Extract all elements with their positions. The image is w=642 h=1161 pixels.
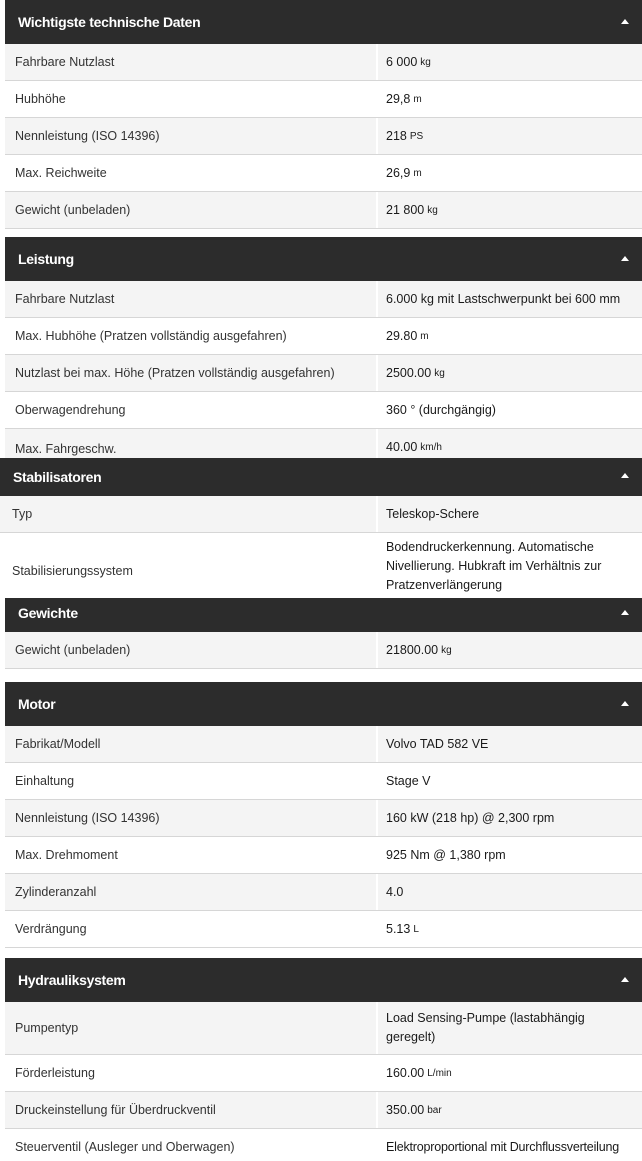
spec-row — [5, 1002, 642, 1055]
spec-label: Max. Drehmoment — [5, 837, 378, 873]
section-title: Leistung — [18, 251, 74, 267]
spec-row — [5, 318, 642, 355]
spec-label: Typ — [0, 496, 378, 532]
section-title: Hydrauliksystem — [18, 972, 126, 988]
section-title: Stabilisatoren — [13, 469, 102, 485]
collapse-caret-icon[interactable] — [621, 19, 629, 24]
spec-value: Bodendruckerkennung. Automatische Nivellierung. Hubkraft im Verhältnis zur Pratzenverlängerung — [386, 540, 602, 592]
spec-value: 350.00 bar — [386, 1102, 442, 1117]
spec-label: Fahrbare Nutzlast — [5, 281, 378, 317]
section-stabilizers — [0, 458, 642, 598]
spec-label: Gewicht (unbeladen) — [5, 632, 378, 668]
spec-label: Nutzlast bei max. Höhe (Pratzen vollständig ausgefahren) — [5, 355, 378, 391]
spec-label: Steuerventil (Ausleger und Oberwagen) — [5, 1129, 378, 1161]
spec-value: 160 kW (218 hp) @ 2,300 rpm — [386, 810, 555, 825]
spec-value: 925 Nm @ 1,380 rpm — [386, 847, 506, 862]
section-header[interactable] — [0, 458, 642, 496]
section-header[interactable] — [5, 598, 642, 632]
spec-value: Load Sensing-Pumpe (lastabhängig geregelt) — [386, 1011, 585, 1044]
spec-label: Hubhöhe — [5, 81, 378, 117]
spec-value: 4.0 — [386, 884, 404, 899]
spec-label: Max. Hubhöhe (Pratzen vollständig ausgefahren) — [5, 318, 378, 354]
spec-value: 2500.00 kg — [386, 365, 445, 380]
spec-row — [5, 81, 642, 118]
section-header[interactable] — [5, 237, 642, 281]
spec-value: 21800.00 kg — [386, 642, 452, 657]
spec-value: 360 ° (durchgängig) — [386, 402, 496, 417]
spec-row — [5, 1129, 642, 1161]
spec-row — [5, 874, 642, 911]
spec-row — [5, 155, 642, 192]
spec-row — [5, 44, 642, 81]
spec-label: Förderleistung — [5, 1055, 378, 1091]
spec-value: 21 800 kg — [386, 202, 438, 217]
collapse-caret-icon[interactable] — [621, 256, 629, 261]
spec-label: Zylinderanzahl — [5, 874, 378, 910]
section-header[interactable] — [5, 958, 642, 1002]
spec-label: Pumpentyp — [5, 1002, 378, 1054]
spec-label: Verdrängung — [5, 911, 378, 947]
spec-label: Max. Fahrgeschw. — [5, 429, 378, 458]
collapse-caret-icon[interactable] — [621, 977, 629, 982]
spec-value: 29,8 m — [386, 91, 422, 106]
spec-label: Nennleistung (ISO 14396) — [5, 118, 378, 154]
spec-row — [5, 763, 642, 800]
spec-label: Oberwagendrehung — [5, 392, 378, 428]
spec-row — [0, 496, 642, 533]
collapse-caret-icon[interactable] — [621, 473, 629, 478]
spec-value: Stage V — [386, 773, 431, 788]
spec-row — [5, 429, 642, 458]
spec-label: Max. Reichweite — [5, 155, 378, 191]
spec-row — [5, 392, 642, 429]
spec-value: 29.80 m — [386, 328, 429, 343]
spec-value: 5.13 L — [386, 921, 419, 936]
spec-value: 6 000 kg — [386, 54, 431, 69]
spec-value: 26,9 m — [386, 165, 422, 180]
spec-label: Fabrikat/Modell — [5, 726, 378, 762]
spec-row — [5, 355, 642, 392]
spec-row — [5, 837, 642, 874]
section-weights — [5, 598, 642, 669]
spec-row — [5, 632, 642, 669]
spec-value: Elektroproportional mit Durchflussverteilung — [386, 1139, 619, 1154]
section-title: Gewichte — [18, 605, 78, 621]
spec-row — [5, 726, 642, 763]
spec-value: 218 PS — [386, 128, 424, 143]
spec-label: Fahrbare Nutzlast — [5, 44, 378, 80]
spec-row — [5, 192, 642, 229]
spec-label: Druckeinstellung für Überdruckventil — [5, 1092, 378, 1128]
spec-row — [5, 281, 642, 318]
spec-value: 40.00 km/h — [386, 440, 442, 454]
spec-label: Einhaltung — [5, 763, 378, 799]
spec-row — [5, 911, 642, 948]
spec-row — [0, 533, 642, 598]
collapse-caret-icon[interactable] — [621, 701, 629, 706]
section-engine — [5, 682, 642, 948]
section-title: Wichtigste technische Daten — [18, 14, 201, 30]
spec-label: Nennleistung (ISO 14396) — [5, 800, 378, 836]
spec-value: Teleskop-Schere — [386, 506, 480, 521]
spec-row — [5, 1092, 642, 1129]
spec-row — [5, 800, 642, 837]
section-performance — [5, 237, 642, 458]
spec-row — [5, 1055, 642, 1092]
spec-value: Volvo TAD 582 VE — [386, 736, 489, 751]
spec-label: Stabilisierungssystem — [0, 533, 378, 598]
section-header[interactable] — [5, 0, 642, 44]
spec-label: Gewicht (unbeladen) — [5, 192, 378, 228]
section-key-specs — [5, 0, 642, 229]
section-header[interactable] — [5, 682, 642, 726]
section-title: Motor — [18, 696, 56, 712]
spec-row — [5, 118, 642, 155]
spec-value: 6.000 kg mit Lastschwerpunkt bei 600 mm — [386, 291, 621, 306]
section-hydraulics — [5, 958, 642, 1161]
spec-value: 160.00 L/min — [386, 1065, 452, 1080]
collapse-caret-icon[interactable] — [621, 610, 629, 615]
